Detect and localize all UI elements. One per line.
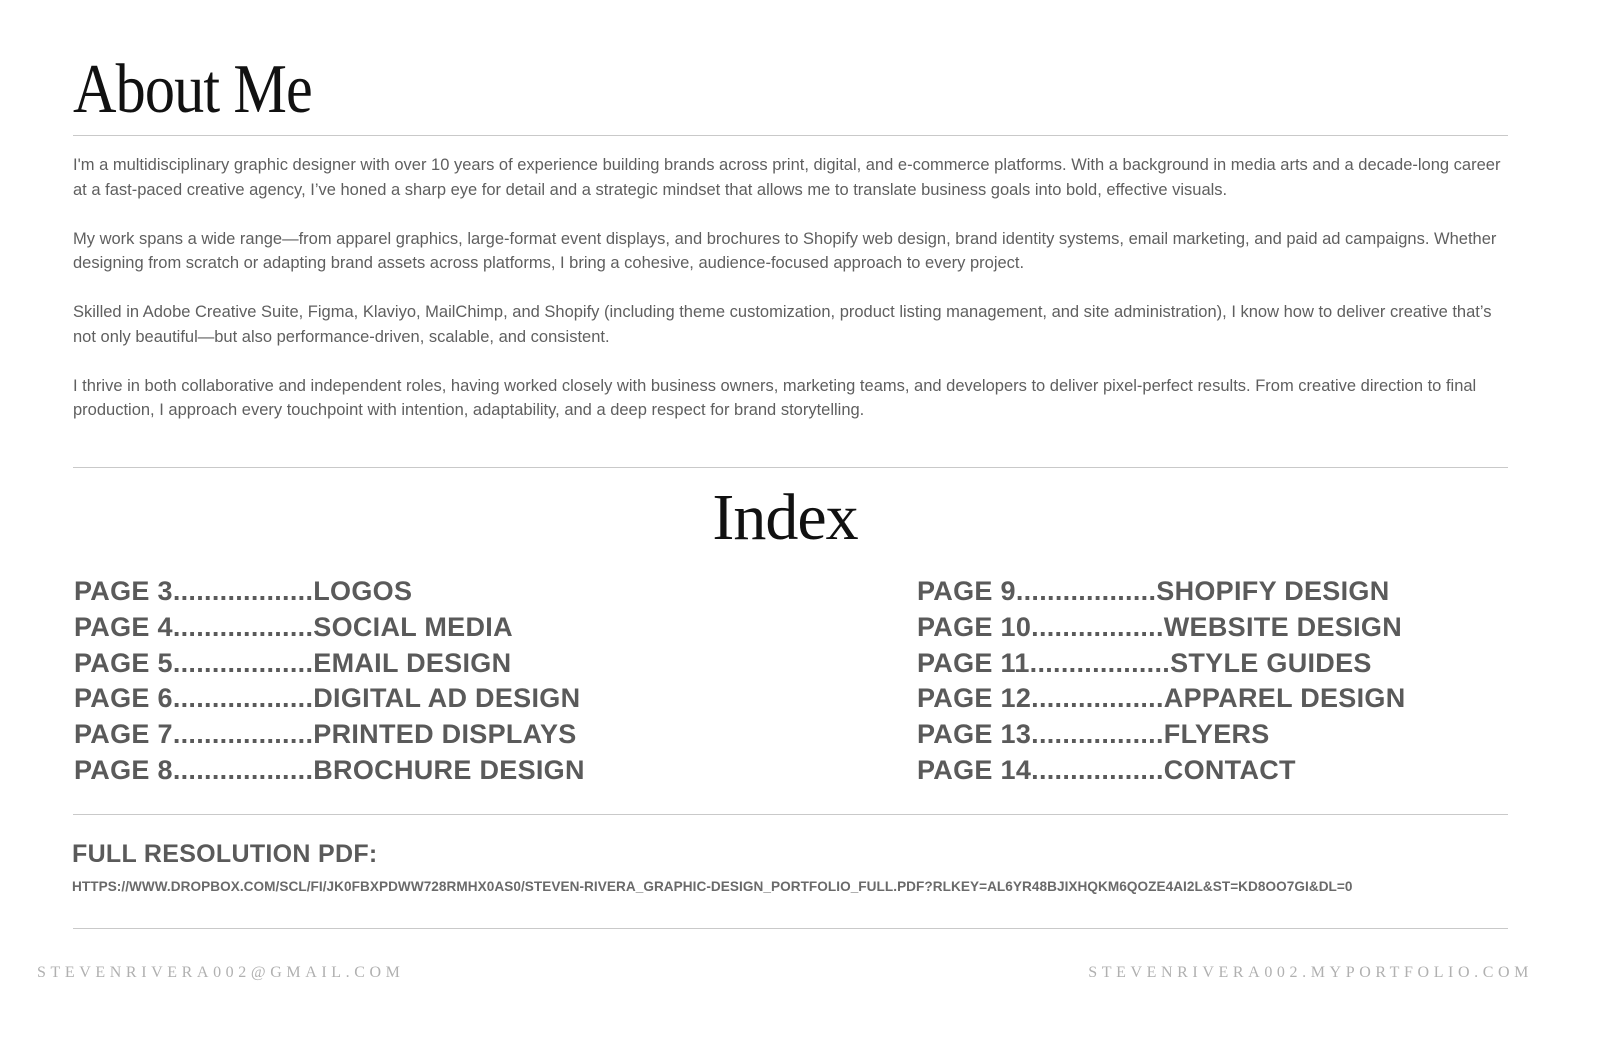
index-entry: PAGE 11..................STYLE GUIDES — [917, 647, 1372, 678]
about-paragraph: I'm a multidisciplinary graphic designer with over 10 years of experience building brands across print, digital, and e-commerce platforms. With a background in media arts and a decade-long career at a fast-paced creative agency, I’ve honed a sharp eye for detail and a strategic mindset that allows me to translate business goals into bold, effective visuals. — [73, 156, 1501, 199]
about-paragraph: I thrive in both collaborative and independent roles, having worked closely with business owners, marketing teams, and developers to deliver pixel-perfect results. From creative direction to final production, I approach every touchpoint with intention, adaptability, and a deep respect for brand storytelling. — [73, 376, 1477, 419]
pdf-link[interactable]: HTTPS://WWW.DROPBOX.COM/SCL/FI/JK0FBXPDWW728RMHX0AS0/STEVEN-RIVERA_GRAPHIC-DESIGN_PORTFOLIO_FULL.PDF?RLKEY=AL6YR48BJIXHQKM6QOZE4AI2L&ST=KD8OO7GI&DL=0 — [72, 879, 1353, 894]
index-entry: PAGE 6..................DIGITAL AD DESIGN — [74, 683, 581, 714]
divider — [73, 928, 1508, 929]
about-paragraph: Skilled in Adobe Creative Suite, Figma, Klaviyo, MailChimp, and Shopify (including theme customization, product listing management, and site administration), I know how to deliver creative that’s not only beautiful—but also performance-driven, scalable, and consistent. — [73, 303, 1492, 346]
about-title: About Me — [73, 51, 312, 128]
index-entry: PAGE 4..................SOCIAL MEDIA — [74, 611, 513, 642]
index-column-right — [917, 574, 1406, 789]
index-entry: PAGE 8..................BROCHURE DESIGN — [74, 754, 585, 785]
about-paragraph: My work spans a wide range—from apparel graphics, large-format event displays, and brochures to Shopify web design, brand identity systems, email marketing, and paid ad campaigns. Whether designing from scratch or adapting brand assets across platforms, I bring a cohesive, audience-focused approach to every project. — [73, 229, 1497, 272]
divider — [73, 467, 1508, 468]
index-entry: PAGE 13.................FLYERS — [917, 719, 1270, 750]
index-entry: PAGE 12.................APPAREL DESIGN — [917, 683, 1406, 714]
index-entry: PAGE 10.................WEBSITE DESIGN — [917, 611, 1402, 642]
index-entry: PAGE 7..................PRINTED DISPLAYS — [74, 719, 577, 750]
footer-website-link[interactable]: STEVENRIVERA002.MYPORTFOLIO.COM — [1088, 964, 1533, 981]
index-entry: PAGE 14.................CONTACT — [917, 754, 1296, 785]
index-title: Index — [712, 481, 858, 554]
index-entry: PAGE 3..................LOGOS — [74, 576, 413, 606]
divider — [73, 135, 1508, 136]
footer-email-link[interactable]: STEVENRIVERA002@GMAIL.COM — [37, 964, 405, 981]
index-entry: PAGE 5..................EMAIL DESIGN — [74, 647, 512, 678]
index-entry: PAGE 9..................SHOPIFY DESIGN — [917, 576, 1390, 606]
pdf-heading: FULL RESOLUTION PDF: — [72, 840, 378, 868]
divider — [73, 814, 1508, 815]
about-text — [73, 153, 1513, 447]
index-column-left — [74, 574, 585, 789]
